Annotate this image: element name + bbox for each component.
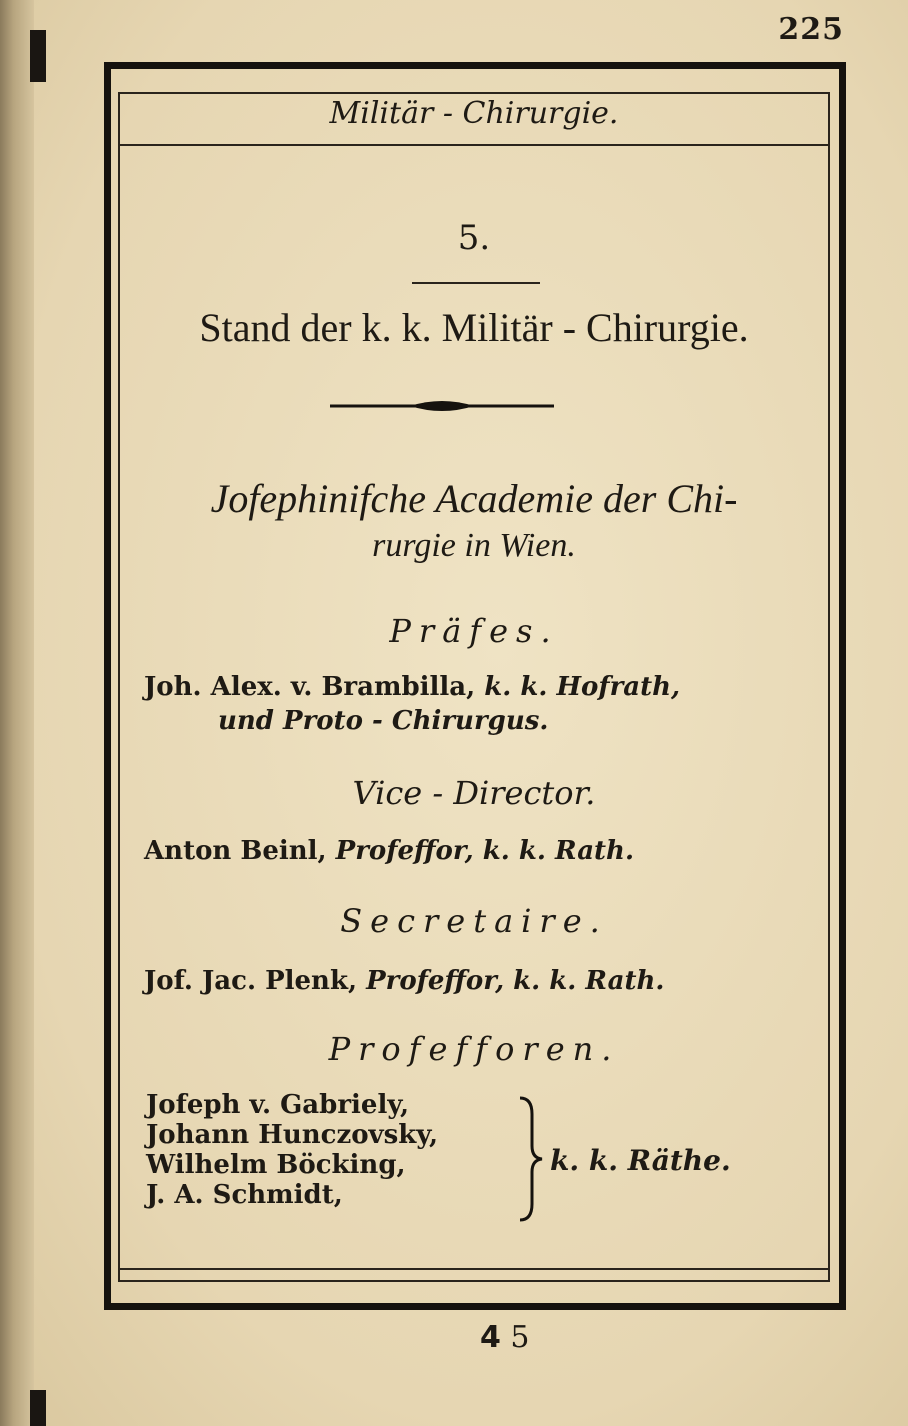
section-rule	[412, 282, 540, 284]
running-header: Militär - Chirurgie.	[329, 96, 619, 131]
professor-name: Johann Hunczovsky,	[146, 1120, 438, 1150]
vice-director-title: Profeffor, k. k. Rath.	[335, 836, 634, 866]
footer-rule	[118, 1268, 830, 1270]
secretaire-heading: Secretaire.	[340, 902, 608, 940]
professoren-list	[146, 1090, 438, 1210]
professor-name: Jofeph v. Gabriely,	[146, 1090, 409, 1120]
praeses-entry-line2: und Proto - Chirurgus.	[218, 706, 549, 736]
academy-title-line1: Jofephinifche Academie der Chi-	[210, 476, 738, 521]
professoren-heading: Profefforen.	[328, 1030, 620, 1068]
signature-mark: 𝟰 5	[480, 1320, 530, 1355]
chapter-title: Stand der k. k. Militär - Chirurgie.	[199, 305, 749, 350]
header-rule	[118, 144, 830, 146]
professoren-rank: k. k. Räthe.	[550, 1144, 731, 1177]
vice-director-heading: Vice - Director.	[352, 774, 596, 812]
secretaire-name: Jof. Jac. Plenk,	[144, 966, 358, 996]
right-brace	[510, 1094, 550, 1224]
vice-director-entry	[144, 836, 634, 866]
vice-director-name: Anton Beinl,	[144, 836, 327, 866]
praeses-heading: Präfes.	[389, 612, 559, 650]
binding-mark-bottom	[30, 1390, 46, 1426]
secretaire-entry	[144, 966, 664, 996]
professor-name: Wilhelm Böcking,	[146, 1150, 406, 1180]
binding-mark	[30, 30, 46, 82]
praeses-title: k. k. Hofrath,	[484, 672, 681, 702]
book-gutter	[0, 0, 34, 1426]
secretaire-title: Profeffor, k. k. Rath.	[366, 966, 665, 996]
page-number: 225	[778, 12, 844, 47]
academy-title	[118, 474, 830, 568]
academy-title-line2: rurgie in Wien.	[372, 527, 576, 564]
professor-name: J. A. Schmidt,	[146, 1180, 343, 1210]
ornament-divider	[330, 394, 554, 418]
praeses-entry	[144, 672, 680, 702]
section-number: 5.	[457, 218, 491, 258]
praeses-name: Joh. Alex. v. Brambilla,	[144, 672, 476, 702]
